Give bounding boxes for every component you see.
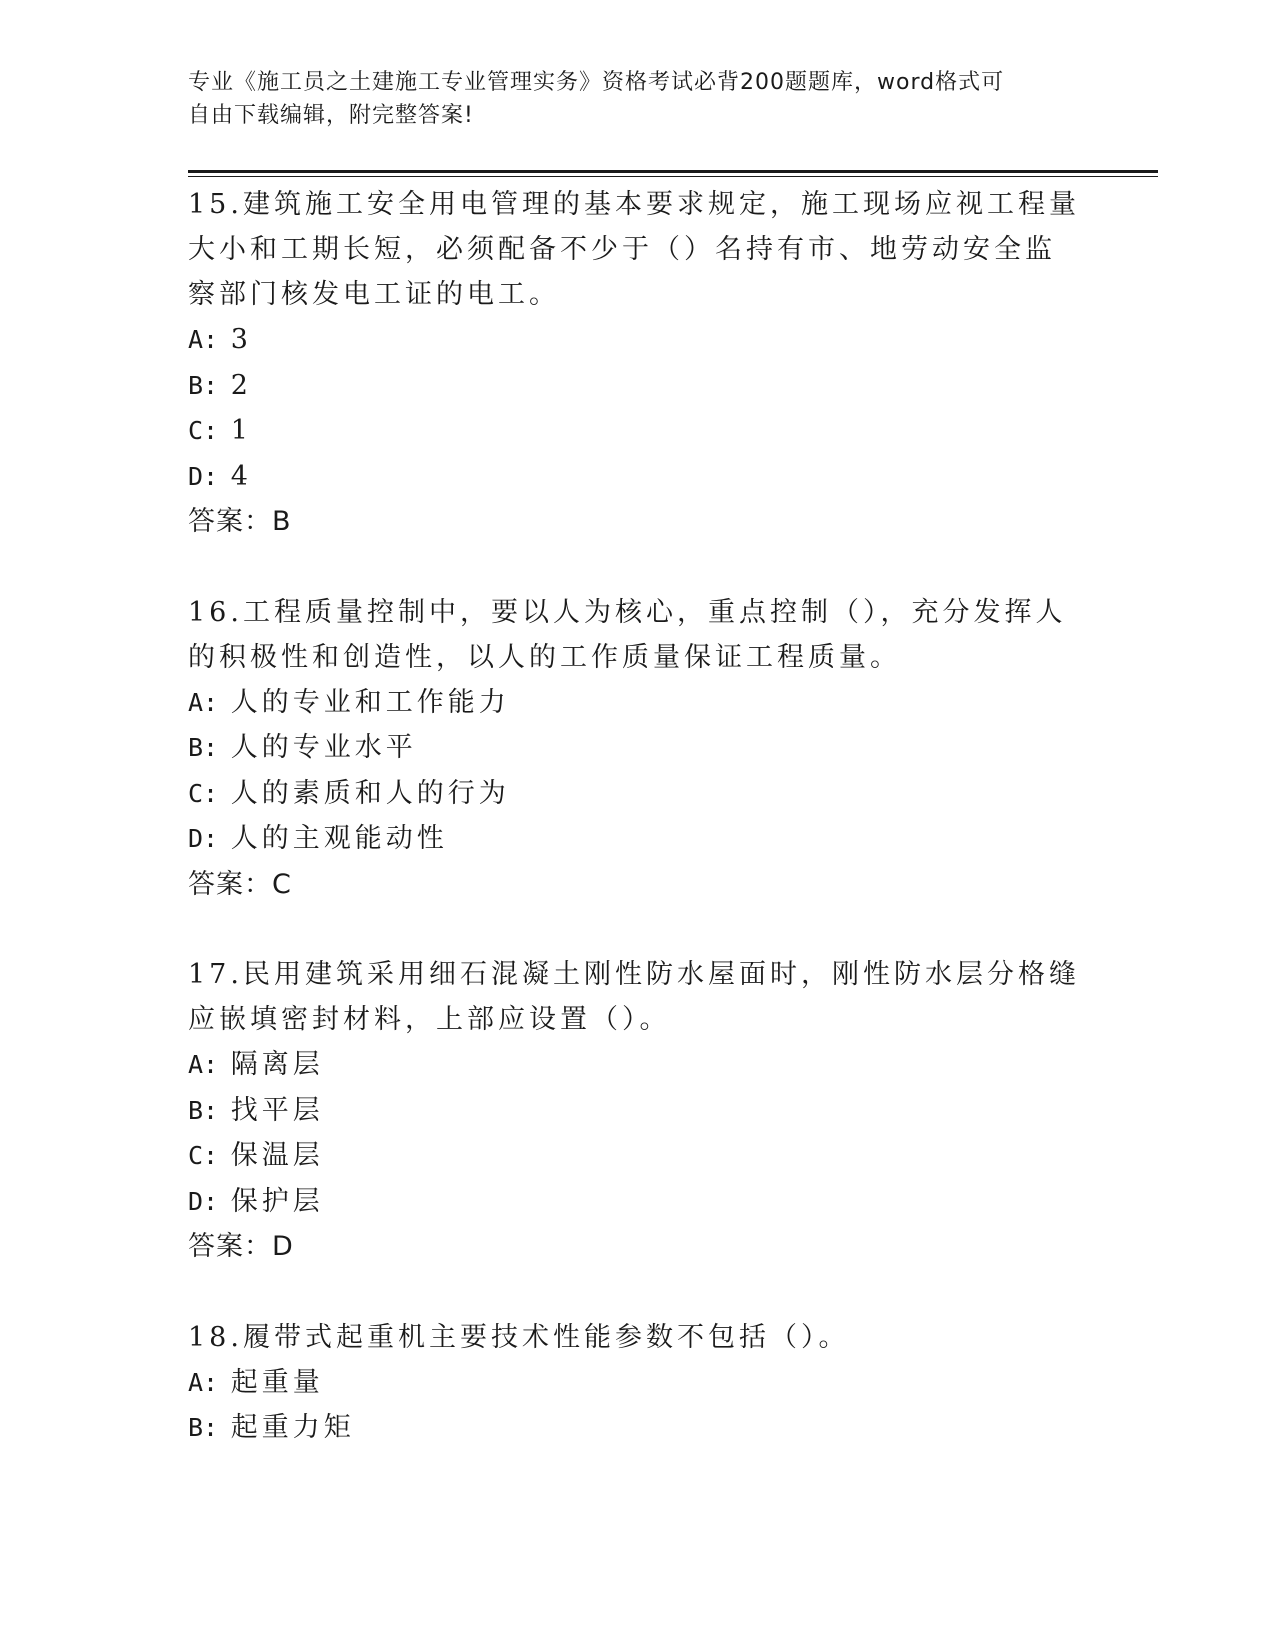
option-letter: D: (188, 1186, 219, 1216)
header-divider-thick (188, 170, 1158, 173)
header-line-1: 专业《施工员之土建施工专业管理实务》资格考试必背200题题库，word格式可 (188, 70, 1005, 95)
option-text: 1 (230, 415, 252, 446)
option-letter: D: (188, 824, 219, 853)
document-page (188, 66, 1158, 1496)
option-text: 隔离层 (230, 1049, 324, 1080)
option-text: 找平层 (230, 1094, 324, 1126)
option-c (188, 771, 1158, 817)
option-b (188, 1088, 1158, 1134)
option-letter: A: (188, 687, 219, 717)
answer-line: 答案：D (188, 1231, 294, 1262)
header-line-2: 自由下载编辑，附完整答案! (188, 103, 474, 128)
question-text: 17.民用建筑采用细石混凝土刚性防水屋面时，刚性防水层分格缝应嵌填密封材料，上部应设置（）。 (188, 959, 1080, 1035)
option-letter: B: (188, 1095, 219, 1125)
question-list (188, 182, 1158, 1451)
answer-line: 答案：B (188, 506, 292, 537)
option-text: 人的专业和工作能力 (230, 686, 510, 718)
question-16 (188, 590, 1158, 908)
option-text: 2 (230, 369, 252, 401)
question-text: 16.工程质量控制中，要以人为核心，重点控制（），充分发挥人的积极性和创造性，以人的工作质量保证工程质量。 (188, 596, 1067, 673)
option-a (188, 317, 1158, 363)
option-letter: A: (188, 1050, 219, 1079)
option-letter: B: (188, 733, 219, 762)
question-text: 18.履带式起重机主要技术性能参数不包括（）。 (188, 1321, 850, 1353)
option-letter: B: (188, 1413, 219, 1442)
question-15 (188, 182, 1158, 545)
option-letter: C: (188, 416, 219, 445)
option-text: 起重力矩 (230, 1412, 355, 1443)
option-text: 保温层 (230, 1140, 324, 1171)
option-text: 保护层 (230, 1185, 324, 1217)
option-a (188, 680, 1158, 726)
option-b (188, 363, 1158, 409)
question-18 (188, 1315, 1158, 1451)
option-text: 3 (230, 324, 252, 355)
option-letter: A: (188, 1367, 219, 1397)
option-text: 起重量 (230, 1366, 324, 1398)
option-c (188, 408, 1158, 454)
option-letter: C: (188, 778, 219, 808)
option-text: 人的主观能动性 (230, 823, 448, 854)
document-header (188, 66, 1068, 132)
header-divider-thin (188, 176, 1158, 177)
option-a (188, 1360, 1158, 1406)
option-letter: B: (188, 370, 219, 400)
option-letter: A: (188, 325, 219, 354)
option-letter: C: (188, 1141, 219, 1170)
answer-line: 答案：C (188, 868, 292, 900)
option-d (188, 816, 1158, 862)
option-c (188, 1133, 1158, 1179)
question-text: 15.建筑施工安全用电管理的基本要求规定，施工现场应视工程量大小和工期长短，必须配备不少于（）名持有市、地劳动安全监察部门核发电工证的电工。 (188, 189, 1080, 310)
option-letter: D: (188, 461, 219, 491)
option-text: 人的专业水平 (230, 732, 417, 763)
option-b (188, 725, 1158, 771)
option-d (188, 1179, 1158, 1225)
question-17 (188, 952, 1158, 1270)
option-a (188, 1042, 1158, 1088)
option-b (188, 1405, 1158, 1451)
option-d (188, 454, 1158, 500)
option-text: 4 (230, 460, 252, 492)
option-text: 人的素质和人的行为 (230, 777, 510, 809)
